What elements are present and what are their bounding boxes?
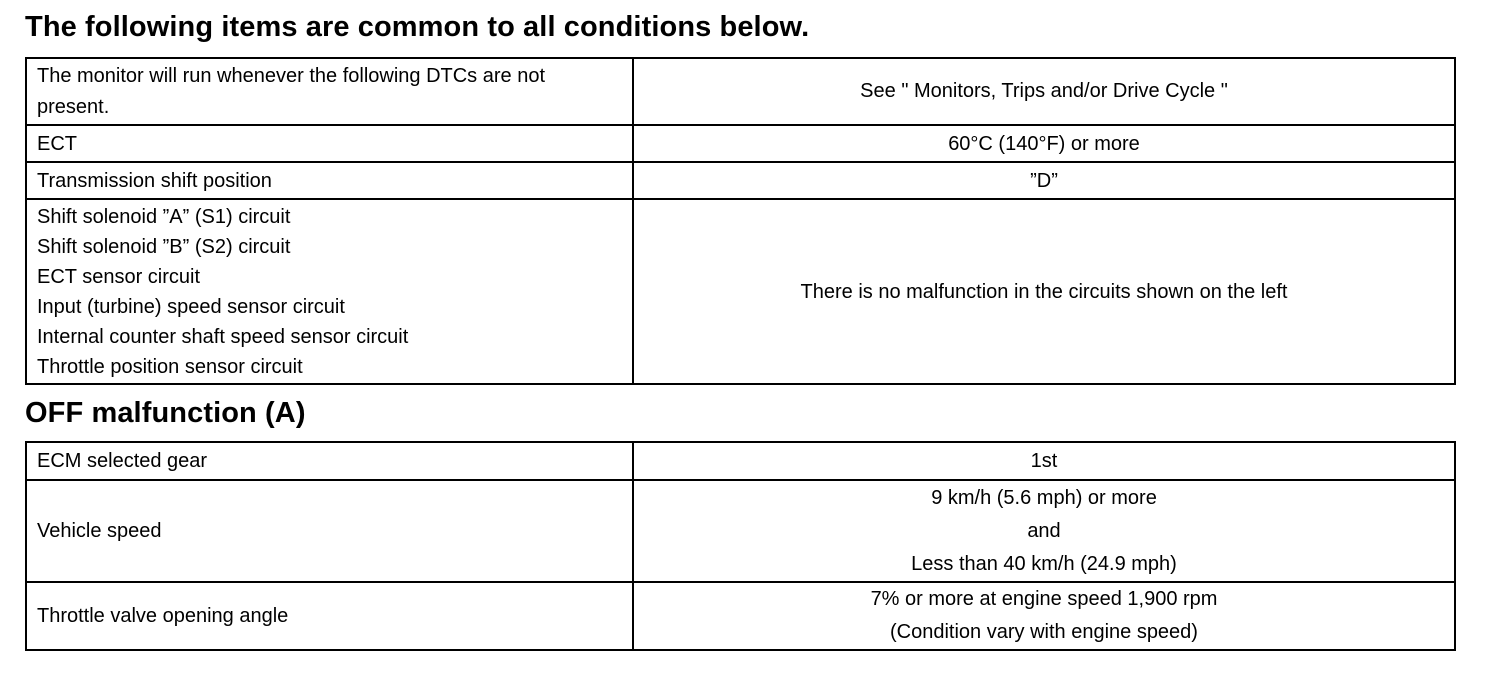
condition-label-line: Shift solenoid ”B” (S2) circuit xyxy=(37,235,291,258)
table-row xyxy=(26,582,1455,650)
condition-label-line: Throttle valve opening angle xyxy=(37,604,289,627)
condition-value-line: ”D” xyxy=(1030,169,1058,192)
condition-value-line: 9 km/h (5.6 mph) or more xyxy=(931,486,1157,509)
condition-value-line: Less than 40 km/h (24.9 mph) xyxy=(911,552,1177,575)
table-row xyxy=(26,58,1455,125)
condition-value-cell xyxy=(633,58,1455,125)
condition-label-line: ECT xyxy=(37,132,77,155)
condition-label-line: Transmission shift position xyxy=(37,169,272,192)
condition-value-cell xyxy=(633,582,1455,650)
condition-label-cell xyxy=(26,125,633,162)
condition-value-cell xyxy=(633,162,1455,199)
condition-value-cell xyxy=(633,480,1455,582)
condition-value-line: 1st xyxy=(1030,450,1058,472)
condition-value-line: See " Monitors, Trips and/or Drive Cycle " xyxy=(860,80,1228,102)
condition-value-line: and xyxy=(1027,519,1061,542)
common-conditions-heading: The following items are common to all conditions below. xyxy=(25,11,810,43)
condition-value-line: 7% or more at engine speed 1,900 rpm xyxy=(870,588,1218,610)
condition-label-cell xyxy=(26,582,633,650)
table-row xyxy=(26,125,1455,162)
condition-label-line: Internal counter shaft speed sensor circuit xyxy=(37,325,409,348)
condition-label-line: Shift solenoid ”A” (S1) circuit xyxy=(37,205,291,228)
condition-label-line: ECT sensor circuit xyxy=(37,265,201,288)
condition-label-cell xyxy=(26,442,633,480)
condition-value-line: 60°C (140°F) or more xyxy=(948,132,1140,155)
condition-label-line: present. xyxy=(37,95,110,118)
common-conditions-table xyxy=(25,57,1456,385)
table-row xyxy=(26,199,1455,384)
condition-value-cell xyxy=(633,125,1455,162)
condition-label-cell xyxy=(26,480,633,582)
condition-label-cell xyxy=(26,58,633,125)
off-malfunction-table xyxy=(25,441,1456,651)
condition-value-line: (Condition vary with engine speed) xyxy=(890,621,1198,643)
off-malfunction-heading: OFF malfunction (A) xyxy=(25,397,306,429)
condition-label-line: The monitor will run whenever the following DTCs are not xyxy=(37,64,545,87)
condition-label-line: Vehicle speed xyxy=(37,519,162,542)
condition-value-cell xyxy=(633,199,1455,384)
condition-label-cell xyxy=(26,162,633,199)
condition-value-line: There is no malfunction in the circuits shown on the left xyxy=(800,280,1288,303)
condition-label-cell xyxy=(26,199,633,384)
condition-label-line: ECM selected gear xyxy=(37,450,208,472)
condition-label-line: Throttle position sensor circuit xyxy=(37,355,303,378)
condition-label-line: Input (turbine) speed sensor circuit xyxy=(37,295,345,318)
condition-value-cell xyxy=(633,442,1455,480)
table-row xyxy=(26,480,1455,582)
table-row xyxy=(26,162,1455,199)
table-row xyxy=(26,442,1455,480)
